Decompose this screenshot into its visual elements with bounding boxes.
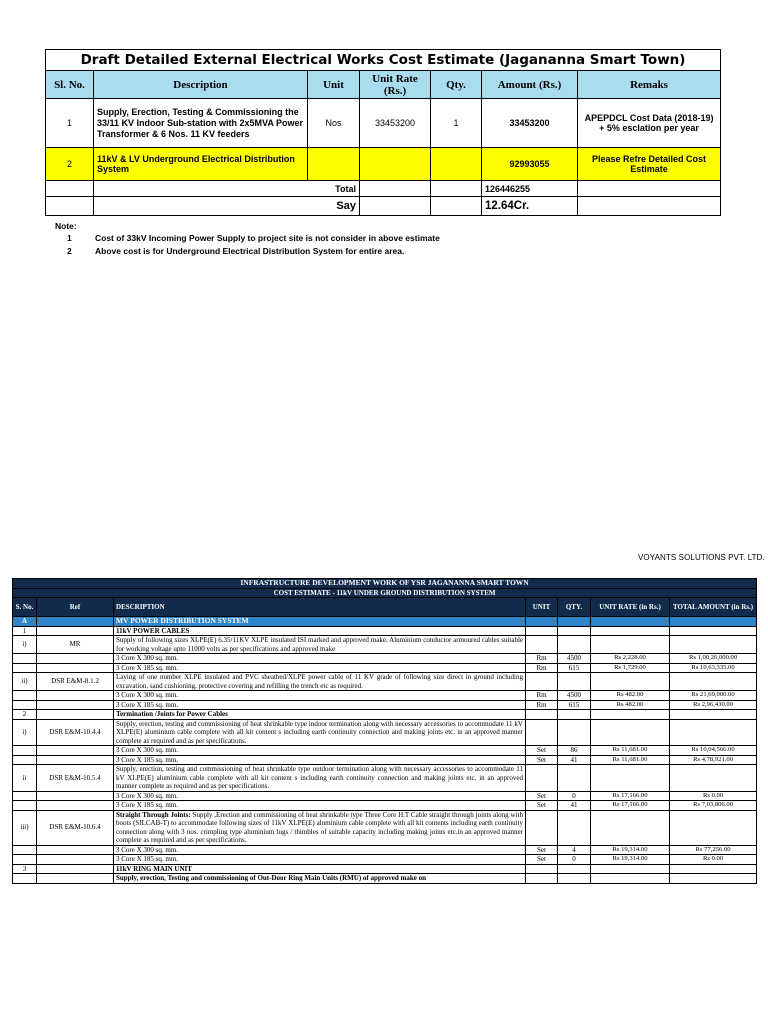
cell-sno: [13, 845, 37, 855]
cell-unit: [526, 636, 558, 654]
cell-ref: [37, 755, 114, 765]
cell-unit: [526, 710, 558, 720]
table-row: [13, 874, 757, 884]
row-sl: 1: [46, 99, 94, 148]
cell-rate: Rs 482.00: [591, 700, 670, 710]
row-description: Supply, Erection, Testing & Commissioning the 33/11 KV Indoor Sub-station with 2x5MVA Power Transformer & 6 Nos. 11 KV feeders: [94, 99, 308, 148]
header-total-amount: TOTAL AMOUNT (in Rs.): [670, 598, 757, 617]
cell-rate: Rs 11,681.00: [591, 746, 670, 756]
cell-sno: 2: [13, 710, 37, 720]
table-row: [13, 626, 757, 636]
note-label: Note:: [55, 221, 77, 231]
header-description: Description: [94, 71, 308, 99]
cell-amount: [670, 636, 757, 654]
desc-bold: Straight Through Joints:: [116, 810, 191, 819]
cell-amount: Rs 0.00: [670, 855, 757, 865]
header-qty: Qty.: [431, 71, 482, 99]
cell-qty: [558, 864, 591, 874]
cost-table-title: INFRASTRUCTURE DEVELOPMENT WORK OF YSR JAGANANNA SMART TOWN: [13, 579, 757, 589]
cell-rate: [591, 636, 670, 654]
cell-desc: [114, 810, 526, 845]
cell-ref: [37, 626, 114, 636]
cell-unit: [526, 765, 558, 792]
cell-sno: [13, 654, 37, 664]
cell-desc: Supply, erection, testing and commissioning of heat shrinkable type outdoor termination along with necessary accessories to accommodate 11 kV XLPE(E) aluminium cable complete with all kit content s including earth continuity connection and making joints etc. in an approved manner complete as required and as per specifications.: [114, 765, 526, 792]
header-qty: QTY.: [558, 598, 591, 617]
cell-desc: Supply, erection, testing and commissioning of heat shrinkable type indoor termination along with necessary accessories to accommodate 11 kV XLPE(E) aluminium cable complete with all kit content s including earth continuity connection and making joints etc. in an approved manner complete as required and as per specifications.: [114, 719, 526, 746]
cell-unit: [526, 874, 558, 884]
cell-desc: Termination /Joints for Power Cables: [114, 710, 526, 720]
cell-qty: [558, 874, 591, 884]
cell-rate: [591, 673, 670, 691]
cell-rate: [591, 864, 670, 874]
cell-sno: [13, 801, 37, 811]
cell-rate: Rs 17,166.00: [591, 791, 670, 801]
cell-amount: Rs 21,69,000.00: [670, 691, 757, 701]
table-row: [13, 673, 757, 691]
cell-desc: 3 Core X 185 sq. mm.: [114, 755, 526, 765]
cell-sno: ii: [13, 765, 37, 792]
cell-qty: 86: [558, 746, 591, 756]
table-row: [13, 663, 757, 673]
cell-qty: 4: [558, 845, 591, 855]
cell-ref: [37, 663, 114, 673]
row-description: 11kV & LV Underground Electrical Distribution System: [94, 148, 308, 181]
cell-amount: Rs 1,00,26,000.00: [670, 654, 757, 664]
cell-amount: [670, 710, 757, 720]
cell-unit: Set: [526, 755, 558, 765]
cell-sno: 3: [13, 864, 37, 874]
note-text: Above cost is for Underground Electrical Distribution System for entire area.: [95, 246, 405, 256]
cell-rate: Rs 482.00: [591, 691, 670, 701]
table-row: [13, 755, 757, 765]
cell-unit: [526, 864, 558, 874]
cell-qty: 41: [558, 755, 591, 765]
cell-qty: 615: [558, 700, 591, 710]
cell-desc: 3 Core X 300 sq. mm.: [114, 845, 526, 855]
cell-unit: [526, 810, 558, 845]
note-item: [55, 232, 655, 244]
cell-qty: 0: [558, 791, 591, 801]
cell-amount: Rs 2,96,430.00: [670, 700, 757, 710]
note-text: Cost of 33kV Incoming Power Supply to project site is not consider in above estimate: [95, 233, 440, 243]
cell-ref: [37, 845, 114, 855]
cell-amount: [670, 874, 757, 884]
cell-qty: [558, 710, 591, 720]
row-amount: 33453200: [482, 99, 578, 148]
cell-qty: 0: [558, 855, 591, 865]
cell-desc: 3 Core X 300 sq. mm.: [114, 746, 526, 756]
row-sl: 2: [46, 148, 94, 181]
row-amount: 92993055: [482, 148, 578, 181]
cell-amount: Rs 7,03,806.00: [670, 801, 757, 811]
table-row: [13, 864, 757, 874]
cell-unit: Rm: [526, 691, 558, 701]
note-number: 1: [67, 233, 72, 243]
cost-table-subtitle: COST ESTIMATE - 11kV UNDER GROUND DISTRIBUTION SYSTEM: [13, 588, 757, 598]
cell-sno: [13, 691, 37, 701]
cell-amount: [670, 673, 757, 691]
say-value: 12.64Cr.: [482, 197, 578, 216]
section-code: A: [13, 617, 37, 627]
row-qty: [431, 148, 482, 181]
estimate-table: [45, 49, 721, 216]
cell-rate: [591, 719, 670, 746]
cell-desc: Laying of one number XLPE insulated and PVC sheathed/XLPE power cable of 11 KV grade of following size direct in ground including excavation, sand cushioning, protective covering and refilling the trench etc as required.: [114, 673, 526, 691]
desc-text: Supply ,Erection and commissioning of heat shrinkable type Three Core H.T Cable straight through joints along with boots (SILCAB-T) to accommodate following sizes of 11kV XLPE(E) aluminium cable complete with all kit contents including earth continuity connection along with 3 nos. crimpling type aluminium lugs / thimbles of suitable capacity including making joints etc.in an approved manner complete as required and as per specifications.: [116, 810, 523, 844]
cell-amount: Rs 0.00: [670, 791, 757, 801]
cell-sno: [13, 755, 37, 765]
cell-qty: 4500: [558, 654, 591, 664]
cell-sno: [13, 663, 37, 673]
cell-ref: DSR E&M-10.6.4: [37, 810, 114, 845]
header-description: DESCRIPTION: [114, 598, 526, 617]
cell-desc: 11kV POWER CABLES: [114, 626, 526, 636]
cell-rate: [591, 810, 670, 845]
cell-amount: [670, 864, 757, 874]
total-value: 126446255: [482, 181, 578, 197]
cell-unit: Set: [526, 791, 558, 801]
table-row: [13, 710, 757, 720]
cell-desc: 11kV RING MAIN UNIT: [114, 864, 526, 874]
row-unit: [308, 148, 360, 181]
cell-desc: Supply of following sizes XLPE(E) 6.35/11KV XLPE insulated ISI marked and approved make. Aluminium conductor armoured cables suitable for working voltage upto 11000 volts as per specifications and approved make: [114, 636, 526, 654]
cell-sno: [13, 746, 37, 756]
table-row: [13, 810, 757, 845]
cell-sno: i): [13, 636, 37, 654]
cell-amount: [670, 810, 757, 845]
cell-ref: [37, 691, 114, 701]
table-row: [13, 845, 757, 855]
cell-desc: 3 Core X 185 sq. mm.: [114, 801, 526, 811]
header-amount: Amount (Rs.): [482, 71, 578, 99]
cell-rate: Rs 1,729.00: [591, 663, 670, 673]
cell-ref: [37, 654, 114, 664]
cell-rate: [591, 626, 670, 636]
cell-ref: [37, 746, 114, 756]
cell-desc: Supply, erection, Testing and commissioning of Out-Door Ring Main Units (RMU) of approved make on: [114, 874, 526, 884]
estimate-title: Draft Detailed External Electrical Works Cost Estimate (Jagananna Smart Town): [46, 50, 721, 71]
cell-unit: Rm: [526, 663, 558, 673]
table-row: [46, 99, 721, 148]
cell-rate: Rs 19,314.00: [591, 855, 670, 865]
cell-qty: [558, 626, 591, 636]
cell-amount: [670, 719, 757, 746]
cell-unit: Set: [526, 746, 558, 756]
cell-rate: Rs 19,314.00: [591, 845, 670, 855]
cell-ref: DSR E&M-8.1.2: [37, 673, 114, 691]
cell-ref: [37, 855, 114, 865]
row-remarks: Please Refre Detailed Cost Estimate: [578, 148, 721, 181]
cell-desc: 3 Core X 185 sq. mm.: [114, 855, 526, 865]
cell-sno: ii): [13, 673, 37, 691]
row-remarks: APEPDCL Cost Data (2018-19) + 5% esclation per year: [578, 99, 721, 148]
cell-qty: 615: [558, 663, 591, 673]
table-row: [13, 746, 757, 756]
cell-unit: [526, 673, 558, 691]
cell-ref: DSR E&M-10.5.4: [37, 765, 114, 792]
section-title: MV POWER DISTRIBUTION SYSTEM: [114, 617, 526, 627]
row-qty: 1: [431, 99, 482, 148]
cell-sno: [13, 700, 37, 710]
cell-unit: Rm: [526, 654, 558, 664]
cell-rate: [591, 874, 670, 884]
note-item: [55, 245, 655, 257]
cell-qty: [558, 810, 591, 845]
cell-rate: [591, 765, 670, 792]
cell-qty: [558, 719, 591, 746]
cell-ref: [37, 864, 114, 874]
cell-unit: Set: [526, 801, 558, 811]
table-row: [13, 654, 757, 664]
cell-amount: [670, 626, 757, 636]
cell-sno: 1: [13, 626, 37, 636]
header-sno: S. No.: [13, 598, 37, 617]
total-label: Total: [94, 181, 360, 197]
cell-qty: [558, 636, 591, 654]
cell-ref: [37, 801, 114, 811]
cell-qty: [558, 765, 591, 792]
company-name: VOYANTS SOLUTIONS PVT. LTD.: [638, 553, 765, 562]
cell-unit: [526, 626, 558, 636]
table-row: [13, 636, 757, 654]
say-label: Say: [94, 197, 360, 216]
cell-amount: Rs 10,04,566.00: [670, 746, 757, 756]
row-rate: 33453200: [360, 99, 431, 148]
cell-desc: 3 Core X 300 sq. mm.: [114, 654, 526, 664]
cell-desc: 3 Core X 300 sq. mm.: [114, 791, 526, 801]
row-unit: Nos: [308, 99, 360, 148]
cell-sno: i): [13, 719, 37, 746]
cell-ref: DSR E&M-10.4.4: [37, 719, 114, 746]
header-sl-no: Sl. No.: [46, 71, 94, 99]
cell-ref: [37, 874, 114, 884]
cell-ref: MR: [37, 636, 114, 654]
table-row: [13, 691, 757, 701]
table-row: [13, 791, 757, 801]
header-remarks: Remaks: [578, 71, 721, 99]
table-row: [13, 719, 757, 746]
table-row: [13, 801, 757, 811]
cell-unit: Set: [526, 855, 558, 865]
cell-ref: [37, 700, 114, 710]
cell-qty: 41: [558, 801, 591, 811]
cost-estimate-table: [12, 578, 757, 884]
header-ref: Ref: [37, 598, 114, 617]
header-unit-rate: UNIT RATE (in Rs.): [591, 598, 670, 617]
cell-unit: Set: [526, 845, 558, 855]
header-unit-rate: Unit Rate (Rs.): [360, 71, 431, 99]
cell-desc: 3 Core X 185 sq. mm.: [114, 700, 526, 710]
cell-rate: Rs 11,681.00: [591, 755, 670, 765]
cell-desc: 3 Core X 300 sq. mm.: [114, 691, 526, 701]
cell-amount: Rs 4,78,921.00: [670, 755, 757, 765]
cell-sno: iii): [13, 810, 37, 845]
header-unit: UNIT: [526, 598, 558, 617]
table-row: [13, 855, 757, 865]
cell-rate: Rs 2,228.00: [591, 654, 670, 664]
table-row: [46, 148, 721, 181]
table-row: [13, 765, 757, 792]
cell-qty: [558, 673, 591, 691]
cell-rate: [591, 710, 670, 720]
cell-desc: 3 Core X 185 sq. mm.: [114, 663, 526, 673]
note-number: 2: [67, 246, 72, 256]
cell-amount: Rs 10,63,335.00: [670, 663, 757, 673]
cell-amount: Rs 77,256.00: [670, 845, 757, 855]
cell-qty: 4500: [558, 691, 591, 701]
cell-sno: [13, 791, 37, 801]
cell-rate: Rs 17,166.00: [591, 801, 670, 811]
cell-ref: [37, 710, 114, 720]
cell-sno: [13, 855, 37, 865]
cell-sno: [13, 874, 37, 884]
cell-ref: [37, 791, 114, 801]
header-unit: Unit: [308, 71, 360, 99]
cost-table-body: [13, 626, 757, 883]
row-rate: [360, 148, 431, 181]
cell-unit: Rm: [526, 700, 558, 710]
cell-amount: [670, 765, 757, 792]
cell-unit: [526, 719, 558, 746]
table-row: [13, 700, 757, 710]
